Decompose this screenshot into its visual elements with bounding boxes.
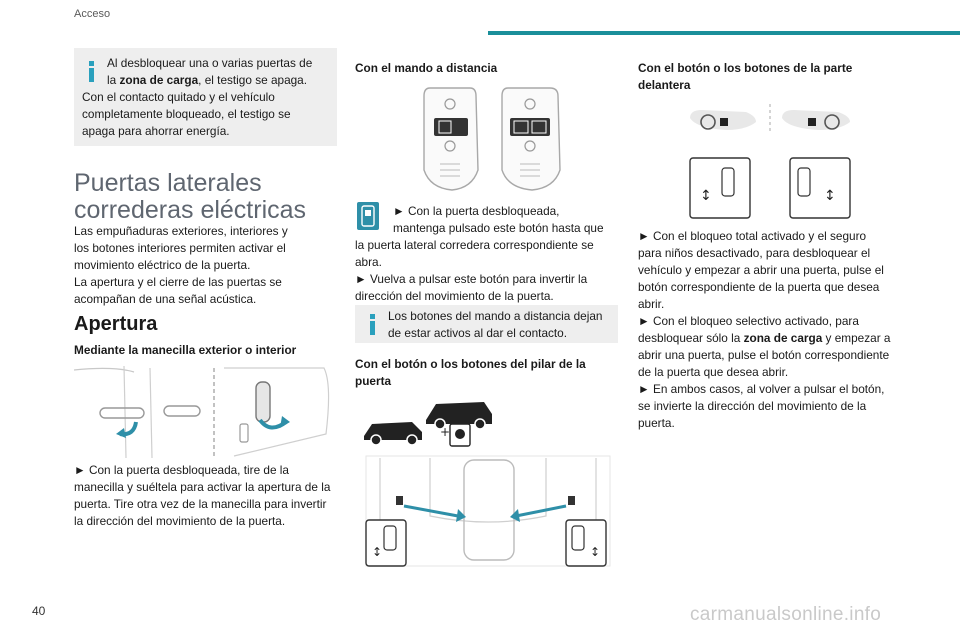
remote-instructions: ► Con la puerta desbloqueada, mantenga pulsado este botón hasta que la puerta lateral corredera correspondiente se abra. ► Vuelva a pulsar este botón para invertir la dirección del movimiento de la puerta. (355, 204, 604, 303)
intro-text: Las empuñaduras exteriores, interiores y los botones interiores permiten activar el movimiento eléctrico de la puerta. La apertura y el cierre de las puertas se acompañan de una señal acústica. (74, 224, 288, 306)
van-pillar-illustration (360, 396, 618, 568)
front-buttons-illustration (686, 102, 856, 222)
front-button-instructions: ► Con el bloqueo total activado y el seguro para niños desactivado, para desbloquear el vehículo y empezar a abrir una puerta, pulse el botón correspondiente de la puerta que desea abrir. ► Con el bloqueo selectivo activado, para desbloquear sólo la zona de carga y empezar a abrir una puerta, pulse el botón correspondiente de la puerta que desea abrir. ► En ambos casos, al volver a pulsar el botón, se invierte la dirección del movimiento de la puerta. (638, 229, 891, 430)
handle-instructions: ► Con la puerta desbloqueada, tire de la manecilla y suéltela para activar la apertura de la puerta. Tire otra vez de la manecilla para invertir la dirección del movimiento de la puerta. (74, 463, 331, 528)
info-line: apaga para ahorrar energía. (82, 124, 230, 138)
subsection-front: Con el botón o los botones de la parte delantera (638, 61, 853, 92)
header-accent-bar (488, 31, 960, 35)
watermark: carmanualsonline.info (690, 604, 882, 625)
page-title: Puertas laterales correderas eléctricas (74, 169, 307, 224)
info-line: Al desbloquear una o varias puertas de (107, 56, 313, 70)
svg-text:+: + (440, 425, 451, 439)
door-handle-illustration (74, 364, 336, 460)
info-line: completamente bloqueado, el testigo se (82, 107, 291, 121)
page-number: 40 (32, 604, 46, 618)
svg-text:↕: ↕ (824, 188, 836, 204)
section-title-apertura: Apertura (74, 313, 158, 335)
info-note-loading-zone (74, 48, 337, 146)
svg-text:↕: ↕ (700, 188, 712, 204)
section-header: Acceso (74, 8, 111, 20)
info-line: Con el contacto quitado y el vehículo (82, 90, 275, 104)
subsection-pillar: Con el botón o los botones del pilar de la puerta (355, 357, 586, 388)
svg-text:↕: ↕ (372, 545, 383, 559)
remote-key-illustration (412, 84, 572, 196)
svg-text:↕: ↕ (590, 545, 601, 559)
info-note-remote: Los botones del mando a distancia dejan de estar activos al dar el contacto. (355, 305, 618, 343)
subsection-remote: Con el mando a distancia (355, 61, 498, 75)
subsection-handle: Mediante la manecilla exterior o interior (74, 343, 297, 357)
info-line: la zona de carga, el testigo se apaga. (107, 73, 308, 87)
